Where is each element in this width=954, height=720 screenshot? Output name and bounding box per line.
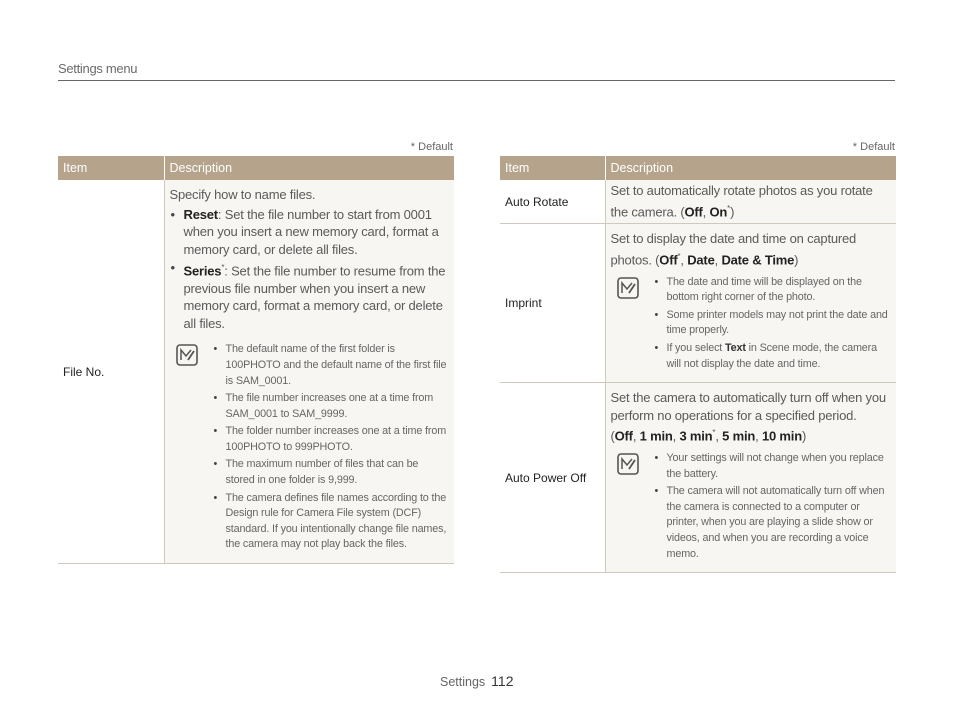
item-auto-rotate: Auto Rotate (500, 180, 605, 224)
note-block (611, 451, 892, 564)
item-file-no: File No. (58, 180, 164, 564)
note-block (170, 342, 450, 555)
description-text: Set to display the date and time on captured photos. (Off*, Date, Date & Time) (610, 231, 857, 268)
column-header-description: Description (605, 156, 896, 180)
list-item: • The file number increases one at a time from SAM_0001 to SAM_9999. (214, 391, 450, 422)
list-item: • If you select Text in Scene mode, the camera will not display the date and time. (655, 341, 892, 372)
list-item: • The camera will not automatically turn off when the camera is connected to a computer or printer, when you are playing a slide show or videos, and when you are recording a voice memo. (655, 484, 892, 562)
table-header-row (58, 156, 454, 180)
note-pencil-icon (176, 344, 200, 366)
list-item: • The folder number increases one at a time from 100PHOTO to 999PHOTO. (214, 424, 450, 455)
description-intro: Specify how to name files. (169, 187, 316, 202)
column-header-item: Item (58, 156, 164, 180)
note-list (655, 451, 892, 564)
list-item: • The camera defines file names according to the Design rule for Camera File system (DCF) standard. If you intentionally change file names, the camera may not play back the files. (214, 491, 450, 553)
table-row (500, 180, 896, 224)
note-list (214, 342, 450, 555)
page-title: Settings menu (58, 61, 138, 76)
list-item: • The default name of the first folder is 100PHOTO and the default name of the first file is SAM_0001. (214, 342, 450, 389)
description-file-no (164, 180, 454, 564)
default-note-left: * Default (410, 141, 453, 153)
column-header-description: Description (164, 156, 454, 180)
note-pencil-icon (617, 453, 641, 475)
list-item: • Your settings will not change when you replace the battery. (655, 451, 892, 482)
file-no-table (58, 156, 454, 564)
list-item: • The date and time will be displayed on the bottom right corner of the photo. (655, 275, 892, 306)
item-auto-power-off: Auto Power Off (500, 383, 605, 573)
table-row (500, 224, 896, 383)
settings-table (500, 156, 896, 573)
column-header-item: Item (500, 156, 605, 180)
table-row (500, 383, 896, 573)
note-list (655, 275, 892, 375)
list-item: • Some printer models may not print the date and time properly. (655, 308, 892, 339)
list-item: • Reset: Set the file number to start from 0001 when you insert a new memory card, format a memory card, or delete all files. (170, 206, 450, 259)
table-header-row (500, 156, 896, 180)
description-auto-rotate: Set to automatically rotate photos as you rotate the camera. (Off, On*) (605, 180, 896, 224)
item-imprint: Imprint (500, 224, 605, 383)
page-number: 112 (491, 673, 514, 689)
table-row (58, 180, 454, 564)
default-note-right: * Default (852, 141, 895, 153)
page-header (58, 61, 895, 81)
description-auto-power-off (605, 383, 896, 573)
footer-section: Settings (440, 675, 486, 689)
list-item: • Series*: Set the file number to resume from the previous file number when you insert a new memory card, format a memory card, or delete all files. (170, 259, 450, 332)
description-imprint (605, 224, 896, 383)
list-item: • The maximum number of files that can be stored in one folder is 9,999. (214, 457, 450, 488)
description-text: Set the camera to automatically turn off when you perform no operations for a specified period. (Off, 1 min, 3 min*, 5 min, 10 min) (610, 390, 886, 444)
option-list (170, 206, 450, 333)
note-pencil-icon (617, 277, 641, 299)
note-block (611, 275, 892, 375)
page-footer (440, 673, 514, 689)
